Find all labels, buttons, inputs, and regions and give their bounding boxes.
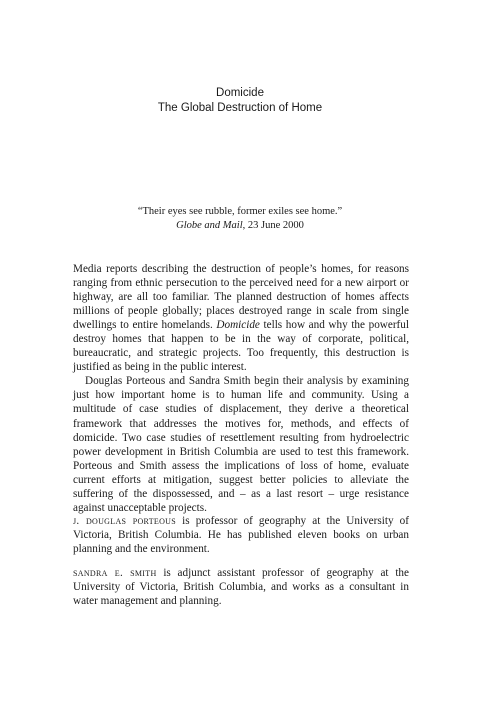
epigraph-source-date: , 23 June 2000 [242, 220, 304, 231]
description-paragraph-1 [73, 262, 409, 374]
author-bio-porteous [73, 514, 409, 556]
book-title: Domicide [216, 87, 264, 99]
description-p1-book-title: Domicide [216, 319, 260, 332]
book-description [73, 262, 409, 515]
author-bio-smith [73, 566, 409, 608]
author-bios [73, 514, 409, 618]
book-title-block [0, 86, 480, 116]
author-bio-text: is adjunct assistant professor of geography at the University of Victoria, British Columbia, and works as a consultant in water management and planning. [73, 567, 409, 608]
description-paragraph-2: Douglas Porteous and Sandra Smith begin their analysis by examining just how important home is to human life and community. Using a multitude of case studies of displacement, they derive a theoretical framework that addresses the motives for, methods, and effects of domicide. Two case studies of resettlement resulting from hydroelectric power development in British Columbia are used to test this framework. Porteous and Smith assess the implications of loss of home, evaluate current efforts at mitigation, suggest better policies to alleviate the suffering of the dispossessed, and – as a last resort – urge resistance against unacceptable projects. [73, 375, 409, 514]
description-p1-text-continued: tells how and why the powerful destroy homes that happen to be in the way of corporate, political, bureaucratic, and strategic projects. Too frequently, this destruction is justified as being in the public interest. [73, 319, 409, 374]
epigraph-source [0, 219, 480, 233]
author-bio-text: is professor of geography at the University of Victoria, British Columbia. He has published eleven books on urban planning and the environment. [73, 515, 409, 556]
book-subtitle: The Global Destruction of Home [157, 102, 323, 114]
epigraph [0, 205, 480, 233]
epigraph-source-publication: Globe and Mail [176, 220, 243, 231]
author-name: j. douglas porteous [73, 515, 176, 527]
description-p1-text: Media reports describing the destruction of people’s homes, for reasons ranging from ethnic persecution to the perceived need for a new airport or highway, are all too familiar. The planned destruction of homes affects millions of people globally; places destroyed range in scale from single dwellings to entire homelands. [73, 263, 409, 332]
author-name: sandra e. smith [73, 567, 157, 580]
epigraph-quote: “Their eyes see rubble, former exiles see home.” [137, 206, 343, 217]
